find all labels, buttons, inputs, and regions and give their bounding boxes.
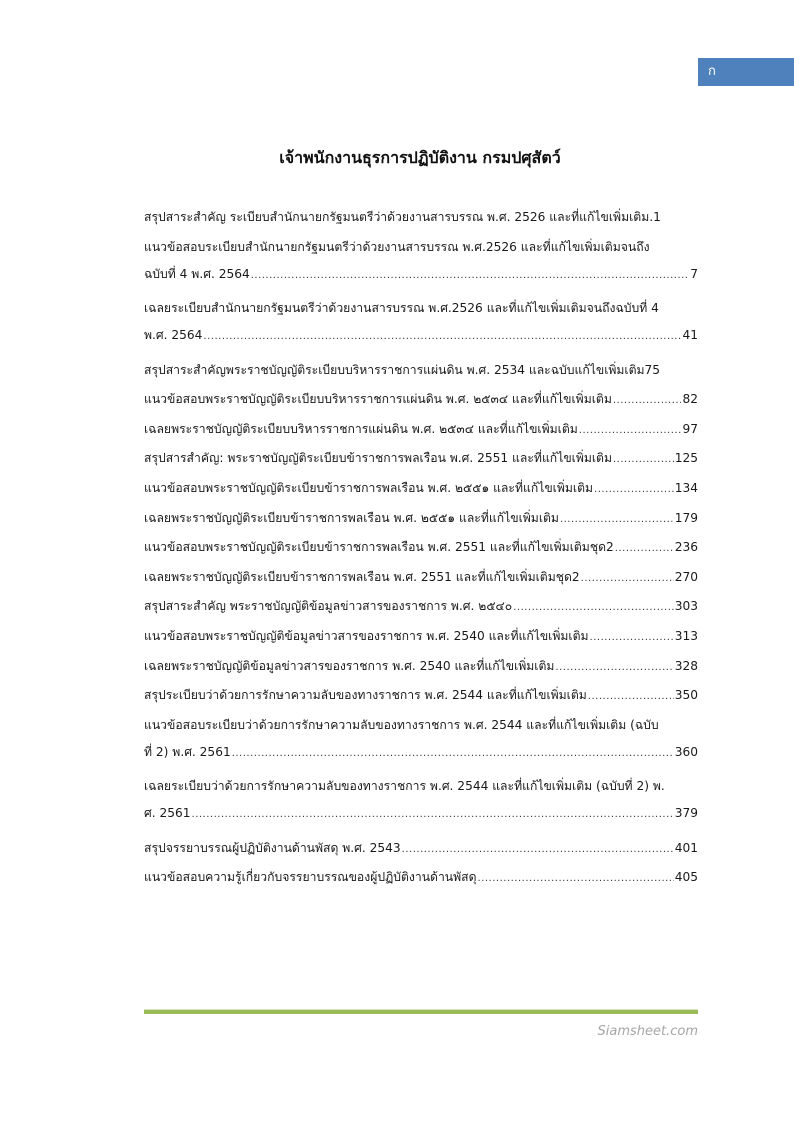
dot-leader (555, 654, 673, 681)
toc-entry-text: เฉลยพระราชบัญญัติระเบียบข้าราชการพลเรือน พ.ศ. ๒๕๕๑ และที่แก้ไขเพิ่มเติม (144, 510, 559, 525)
toc-entry-text: แนวข้อสอบระเบียบว่าด้วยการรักษาความลับของทางราชการ พ.ศ. 2544 และที่แก้ไขเพิ่มเติม (ฉบับ (144, 717, 659, 732)
toc-entry-text-cont: พ.ศ. 2564 (144, 328, 203, 343)
footer-brand: Siamsheet.com (597, 1024, 698, 1039)
toc-entry[interactable] (144, 835, 698, 863)
toc-entry[interactable] (144, 593, 698, 621)
toc-entry[interactable] (144, 445, 698, 473)
page-marker: ก (708, 64, 716, 79)
toc-entry[interactable] (144, 623, 698, 651)
toc-page-number: 379 (674, 806, 698, 821)
toc-entry[interactable] (144, 234, 698, 288)
toc-entry[interactable] (144, 386, 698, 414)
toc-entry[interactable] (144, 204, 698, 232)
dot-leader (203, 323, 681, 350)
toc-entry-text: แนวข้อสอบความรู้เกี่ยวกับจรรยาบรรณของผู้ปฏิบัติงานด้านพัสดุ (144, 870, 477, 885)
toc-page-number: 82 (682, 392, 698, 407)
dot-leader (594, 476, 674, 503)
toc-page-number: 7 (690, 266, 698, 281)
dot-leader (560, 506, 674, 533)
toc-entry-text: เฉลยพระราชบัญญัติข้อมูลข่าวสารของราชการ พ.ศ. 2540 และที่แก้ไขเพิ่มเติม (144, 658, 555, 673)
dot-leader (402, 836, 674, 863)
toc-page-number: 401 (674, 840, 698, 855)
toc-entry[interactable] (144, 773, 698, 827)
toc-page-number: 41 (682, 328, 698, 343)
toc-page-number: 236 (674, 540, 698, 555)
toc-entry-text: เฉลยระเบียบสำนักนายกรัฐมนตรีว่าด้วยงานสารบรรณ พ.ศ.2526 และที่แก้ไขเพิ่มเติมจนถึงฉบับที่ 4 (144, 301, 659, 316)
table-of-contents (144, 204, 698, 894)
toc-entry-text: สรุปสารสำคัญ: พระราชบัญญัติระเบียบข้าราชการพลเรือน พ.ศ. 2551 และที่แก้ไขเพิ่มเติม (144, 451, 612, 466)
toc-entry-text: แนวข้อสอบพระราชบัญญัติระเบียบข้าราชการพลเรือน พ.ศ. 2551 และที่แก้ไขเพิ่มเติมชุด2 (144, 540, 614, 555)
toc-page-number: 270 (674, 569, 698, 584)
toc-entry-text: แนวข้อสอบพระราชบัญญัติระเบียบข้าราชการพลเรือน พ.ศ. ๒๕๕๑ และที่แก้ไขเพิ่มเติม (144, 480, 594, 495)
toc-entry[interactable] (144, 295, 698, 349)
toc-entry-text: แนวข้อสอบระเบียบสำนักนายกรัฐมนตรีว่าด้วยงานสารบรรณ พ.ศ.2526 และที่แก้ไขเพิ่มเติมจนถึง (144, 239, 650, 254)
toc-entry[interactable] (144, 564, 698, 592)
toc-entry-text-cont: ศ. 2561 (144, 806, 191, 821)
toc-page-number: 125 (674, 451, 698, 466)
toc-page-number: .1 (649, 210, 661, 224)
dot-leader (232, 740, 674, 767)
toc-page-number: 97 (682, 421, 698, 436)
toc-entry-text: เฉลยพระราชบัญญัติระเบียบบริหารราชการแผ่นดิน พ.ศ. ๒๕๓๔ และที่แก้ไขเพิ่มเติม (144, 421, 578, 436)
dot-leader (590, 624, 674, 651)
toc-entry[interactable] (144, 682, 698, 710)
dot-leader (579, 417, 682, 444)
dot-leader (478, 865, 674, 892)
footer-divider (144, 1009, 698, 1014)
toc-entry-text: เฉลยระเบียบว่าด้วยการรักษาความลับของทางราชการ พ.ศ. 2544 และที่แก้ไขเพิ่มเติม (ฉบับที่ 2) พ. (144, 779, 665, 794)
toc-entry-text: แนวข้อสอบพระราชบัญญัติระเบียบบริหารราชการแผ่นดิน พ.ศ. ๒๕๓๔ และที่แก้ไขเพิ่มเติม (144, 392, 612, 407)
toc-entry-text: เฉลยพระราชบัญญัติระเบียบข้าราชการพลเรือน พ.ศ. 2551 และที่แก้ไขเพิ่มเติมชุด2 (144, 569, 580, 584)
dot-leader (615, 535, 674, 562)
dot-leader (513, 594, 674, 621)
toc-entry[interactable] (144, 505, 698, 533)
toc-entry[interactable] (144, 475, 698, 503)
toc-entry-text: สรุประเบียบว่าด้วยการรักษาความลับของทางราชการ พ.ศ. 2544 และที่แก้ไขเพิ่มเติม (144, 688, 587, 703)
toc-entry[interactable] (144, 357, 698, 385)
toc-entry[interactable] (144, 534, 698, 562)
dot-leader (581, 565, 674, 592)
toc-page-number: 350 (674, 688, 698, 703)
toc-entry-text-cont: ที่ 2) พ.ศ. 2561 (144, 744, 231, 759)
toc-page-number: 134 (674, 480, 698, 495)
dot-leader (588, 683, 674, 710)
page-number-tab (698, 58, 794, 86)
toc-page-number: 360 (674, 744, 698, 759)
toc-entry-text: สรุปจรรยาบรรณผู้ปฏิบัติงานด้านพัสดุ พ.ศ. 2543 (144, 840, 401, 855)
toc-page-number: 313 (674, 628, 698, 643)
toc-page-number: 405 (674, 870, 698, 885)
dot-leader (251, 262, 690, 289)
toc-page-number: 328 (674, 658, 698, 673)
toc-entry[interactable] (144, 712, 698, 766)
toc-entry[interactable] (144, 416, 698, 444)
dot-leader (613, 446, 674, 473)
toc-page-number: 75 (644, 362, 661, 377)
toc-page-number: 179 (674, 510, 698, 525)
document-title: เจ้าพนักงานธุรการปฏิบัติงาน กรมปศุสัตว์ (279, 148, 561, 167)
toc-entry-text: สรุปสาระสำคัญ ระเบียบสำนักนายกรัฐมนตรีว่าด้วยงานสารบรรณ พ.ศ. 2526 และที่แก้ไขเพิ่มเติม (144, 210, 650, 224)
toc-entry-text-cont: ฉบับที่ 4 พ.ศ. 2564 (144, 266, 250, 281)
toc-entry-text: สรุปสาระสำคัญ พระราชบัญญัติข้อมูลข่าวสารของราชการ พ.ศ. ๒๕๔๐ (144, 599, 513, 614)
dot-leader (613, 387, 682, 414)
dot-leader (192, 801, 674, 828)
toc-page-number: 303 (674, 599, 698, 614)
toc-entry[interactable] (144, 653, 698, 681)
toc-entry[interactable] (144, 864, 698, 892)
toc-entry-text: สรุปสาระสำคัญพระราชบัญญัติระเบียบบริหารราชการแผ่นดิน พ.ศ. 2534 และฉบับแก้ไขเพิ่มเติม (144, 362, 645, 377)
toc-entry-text: แนวข้อสอบพระราชบัญญัติข้อมูลข่าวสารของราชการ พ.ศ. 2540 และที่แก้ไขเพิ่มเติม (144, 628, 589, 643)
